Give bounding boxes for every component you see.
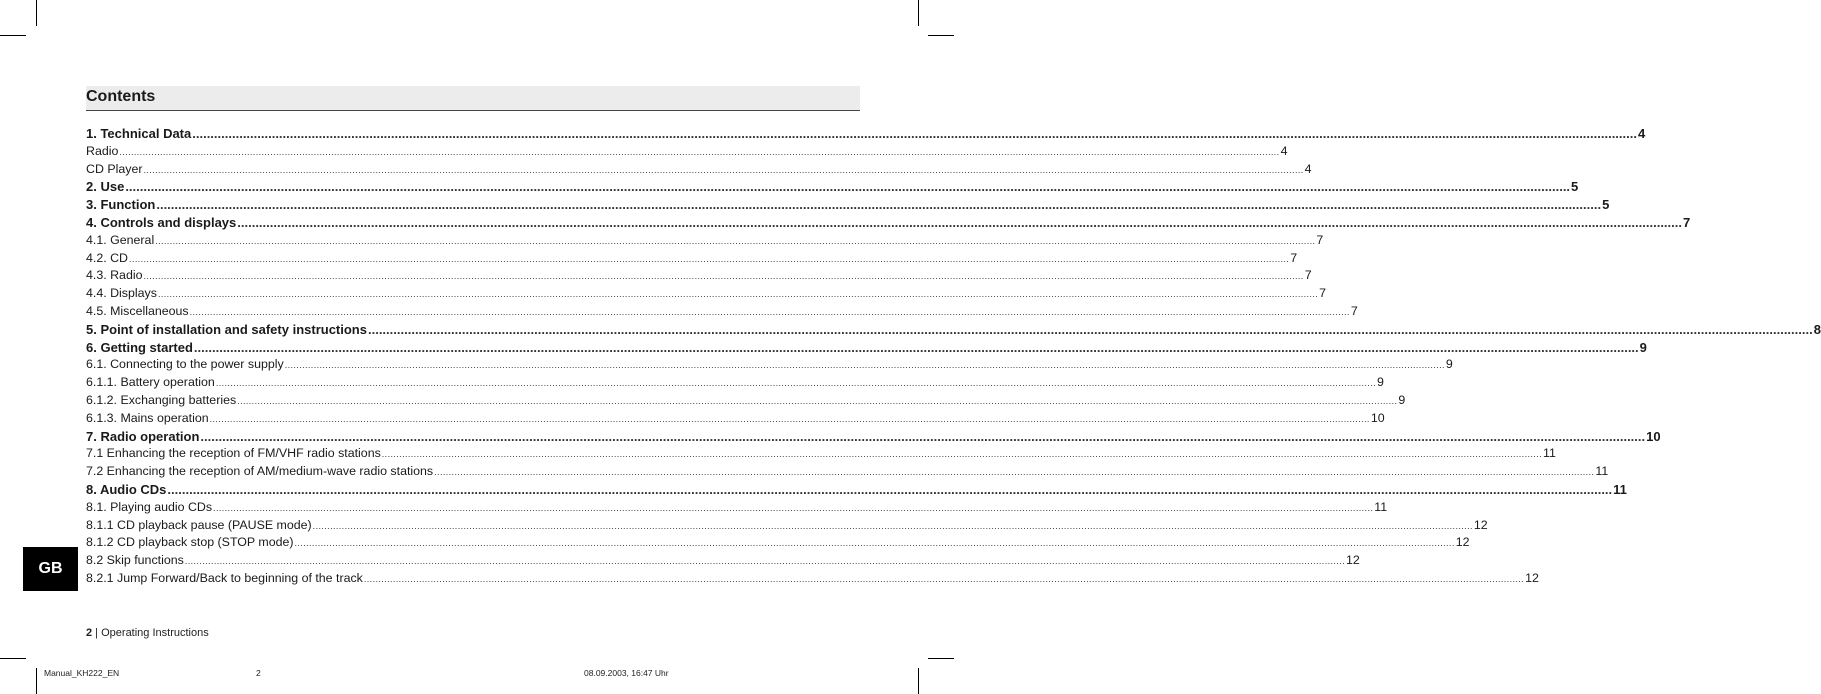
toc-leader-dots: ................................................................................................................................................................................................................................................................................................................................................................................................................ [237, 395, 1398, 406]
toc-entry-page: 7 [1319, 286, 1327, 301]
toc-entry-page: 5 [1571, 179, 1579, 195]
toc-entry-label: 2. Use [86, 179, 125, 195]
toc-entry-page: 12 [1473, 517, 1488, 532]
toc-entry[interactable] [86, 463, 1609, 481]
heading-background [86, 86, 860, 110]
toc-entry-page: 7 [1290, 250, 1298, 265]
toc-entry-page: 9 [1639, 339, 1647, 355]
toc-entry-page: 11 [1542, 446, 1556, 461]
toc-entry-label: 3. Function [86, 197, 156, 213]
toc-leader-dots: ................................................................................................................................................................................................................................................................................................................................................................................................................ [125, 179, 1571, 195]
toc-entry-label: 4.5. Miscellaneous [86, 303, 189, 318]
toc-entry[interactable] [86, 570, 1539, 588]
toc-leader-dots: ................................................................................................................................................................................................................................................................................................................................................................................................................ [312, 520, 1473, 531]
toc-entry[interactable] [86, 392, 1406, 410]
toc-entry-page: 7 [1350, 303, 1358, 318]
toc-leader-dots: ................................................................................................................................................................................................................................................................................................................................................................................................................ [367, 321, 1813, 337]
toc-entry-label: 8.1.2 CD playback stop (STOP mode) [86, 535, 294, 550]
toc-entry-label: 8.1.1 CD playback pause (PAUSE mode) [86, 517, 312, 532]
toc-leader-dots: ................................................................................................................................................................................................................................................................................................................................................................................................................ [157, 289, 1319, 300]
toc-entry[interactable] [86, 356, 1453, 374]
footer-page-number: 2 [86, 627, 93, 639]
toc-leader-dots: ................................................................................................................................................................................................................................................................................................................................................................................................................ [143, 164, 1304, 175]
toc-entry[interactable] [86, 428, 1661, 446]
toc-entry-label: 7.2 Enhancing the reception of AM/medium-wave radio stations [86, 464, 434, 479]
toc-entry[interactable] [86, 339, 1647, 357]
footer-text: Operating Instructions [101, 627, 209, 639]
toc-entry[interactable] [86, 161, 1312, 179]
toc-entry-page: 11 [1374, 499, 1388, 514]
crop-mark [928, 658, 954, 659]
toc-entry-label: 4.4. Displays [86, 286, 157, 301]
toc-entry-label: 6.1. Connecting to the power supply [86, 357, 284, 372]
crop-mark [918, 668, 919, 694]
toc-entry-page: 9 [1398, 392, 1406, 407]
heading-rule [86, 110, 860, 111]
toc-entry-page: 12 [1455, 535, 1470, 550]
toc-entry-label: 6.1.1. Battery operation [86, 375, 215, 390]
toc-entry[interactable] [86, 250, 1298, 268]
toc-leader-dots: ................................................................................................................................................................................................................................................................................................................................................................................................................ [119, 146, 1280, 157]
toc-entry[interactable] [86, 534, 1470, 552]
toc-leader-dots: ................................................................................................................................................................................................................................................................................................................................................................................................................ [363, 573, 1525, 584]
toc-entry-label: 8. Audio CDs [86, 481, 167, 497]
toc-leader-dots: ................................................................................................................................................................................................................................................................................................................................................................................................................ [434, 467, 1595, 478]
toc-leader-dots: ................................................................................................................................................................................................................................................................................................................................................................................................................ [284, 360, 1445, 371]
toc-leader-dots: ................................................................................................................................................................................................................................................................................................................................................................................................................ [213, 502, 1374, 513]
footer-separator: | [92, 627, 102, 639]
toc-entry-page: 12 [1525, 570, 1539, 585]
crop-mark [36, 0, 37, 26]
toc-entry[interactable] [86, 445, 1556, 463]
toc-entry-page: 9 [1377, 375, 1384, 390]
toc-entry-page: 10 [1370, 410, 1385, 425]
toc-entry-label: 7.1 Enhancing the reception of FM/VHF radio stations [86, 446, 381, 461]
toc-entry-page: 7 [1683, 214, 1691, 230]
toc-entry-page: 8 [1813, 321, 1821, 337]
toc-entry-page: 4 [1637, 126, 1646, 141]
language-tab: GB [23, 547, 78, 591]
toc-leader-dots: ................................................................................................................................................................................................................................................................................................................................................................................................................ [193, 339, 1639, 355]
toc-entry-label: 8.2.1 Jump Forward/Back to beginning of the track [86, 570, 363, 585]
toc-entry-page: 4 [1280, 143, 1288, 158]
crop-mark [36, 668, 37, 694]
toc-leader-dots: ................................................................................................................................................................................................................................................................................................................................................................................................................ [381, 449, 1542, 460]
toc-entry[interactable] [86, 214, 1691, 232]
toc-entry-page: 10 [1646, 428, 1661, 444]
toc-entry-label: Radio [86, 143, 119, 158]
toc-entry[interactable] [86, 481, 1627, 499]
toc-leader-dots: ................................................................................................................................................................................................................................................................................................................................................................................................................ [294, 538, 1455, 549]
toc-entry-label: 8.1. Playing audio CDs [86, 499, 213, 514]
toc-leader-dots: ................................................................................................................................................................................................................................................................................................................................................................................................................ [156, 197, 1602, 213]
toc-entry-page: 4 [1304, 161, 1312, 176]
toc-leader-dots: ................................................................................................................................................................................................................................................................................................................................................................................................................ [184, 556, 1346, 567]
toc-entry-label: 4.2. CD [86, 250, 129, 265]
toc-entry-label: 4.3. Radio [86, 268, 143, 283]
page-footer [86, 627, 209, 639]
crop-mark [918, 0, 919, 26]
toc-leader-dots: ................................................................................................................................................................................................................................................................................................................................................................................................................ [209, 413, 1370, 424]
toc-entry[interactable] [86, 196, 1610, 214]
toc-entry[interactable] [86, 552, 1360, 570]
toc-entry-label: 8.2 Skip functions [86, 553, 184, 568]
toc-entry[interactable] [86, 125, 1646, 143]
toc-leader-dots: ................................................................................................................................................................................................................................................................................................................................................................................................................ [189, 306, 1350, 317]
page-title: Contents [86, 88, 156, 105]
toc-entry-label: 7. Radio operation [86, 428, 200, 444]
toc-entry-label: 4. Controls and displays [86, 214, 237, 230]
toc-entry-page: 9 [1445, 357, 1453, 372]
toc-entry-label: 5. Point of installation and safety instructions [86, 321, 367, 337]
toc-leader-dots: ................................................................................................................................................................................................................................................................................................................................................................................................................ [129, 253, 1290, 264]
toc-leader-dots: ................................................................................................................................................................................................................................................................................................................................................................................................................ [237, 214, 1682, 230]
table-of-contents [86, 125, 1821, 588]
slug-page: 2 [256, 668, 261, 678]
toc-entry[interactable] [86, 374, 1384, 392]
slug-timestamp: 08.09.2003, 16:47 Uhr [584, 668, 669, 678]
toc-leader-dots: ................................................................................................................................................................................................................................................................................................................................................................................................................ [200, 428, 1646, 444]
crop-mark [928, 35, 954, 36]
crop-mark [0, 658, 26, 659]
crop-mark [0, 35, 26, 36]
toc-entry-page: 11 [1595, 464, 1609, 479]
toc-leader-dots: ................................................................................................................................................................................................................................................................................................................................................................................................................ [155, 235, 1316, 246]
toc-entry[interactable] [86, 499, 1388, 517]
toc-entry-label: 1. Technical Data [86, 126, 192, 141]
toc-leader-dots: ................................................................................................................................................................................................................................................................................................................................................................................................................ [192, 126, 1637, 141]
toc-entry[interactable] [86, 517, 1488, 535]
toc-entry-page: 7 [1304, 268, 1312, 283]
toc-entry[interactable] [86, 143, 1288, 161]
toc-entry[interactable] [86, 285, 1327, 303]
toc-entry[interactable] [86, 410, 1385, 428]
toc-leader-dots: ................................................................................................................................................................................................................................................................................................................................................................................................................ [167, 481, 1613, 497]
toc-entry[interactable] [86, 303, 1358, 321]
toc-entry[interactable] [86, 178, 1579, 196]
toc-entry[interactable] [86, 321, 1821, 339]
toc-entry-page: 11 [1613, 481, 1627, 497]
toc-leader-dots: ................................................................................................................................................................................................................................................................................................................................................................................................................ [143, 271, 1304, 282]
toc-entry[interactable] [86, 232, 1324, 250]
toc-entry-page: 5 [1602, 197, 1610, 213]
toc-entry-page: 7 [1316, 232, 1324, 247]
toc-entry-label: CD Player [86, 161, 143, 176]
toc-entry-label: 6. Getting started [86, 339, 193, 355]
toc-leader-dots: ................................................................................................................................................................................................................................................................................................................................................................................................................ [215, 378, 1377, 389]
toc-entry-label: 6.1.2. Exchanging batteries [86, 392, 237, 407]
slug-filename: Manual_KH222_EN [44, 668, 120, 678]
toc-entry-page: 12 [1346, 553, 1360, 568]
toc-entry-label: 6.1.3. Mains operation [86, 410, 209, 425]
toc-entry-label: 4.1. General [86, 232, 155, 247]
toc-entry[interactable] [86, 267, 1312, 285]
